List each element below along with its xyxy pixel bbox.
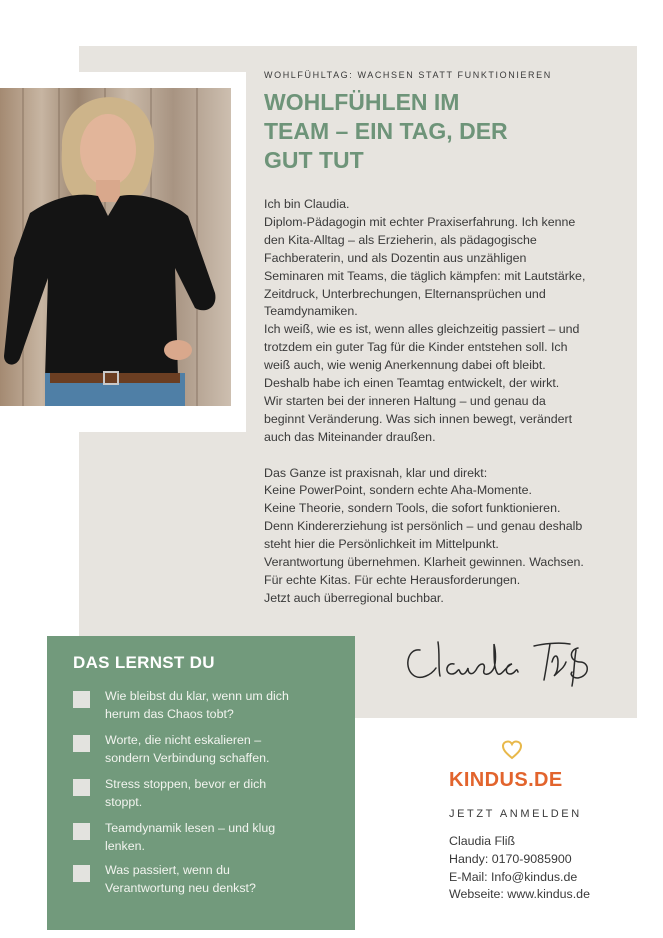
body-line: Ich bin Claudia. [264,197,350,211]
body-line: weiß auch, wie wenig Anerkennung dabei oft bleibt. [264,358,546,373]
title-line: GUT TUT [264,147,364,173]
body-line: Für echte Kitas. Für echte Herausforderungen. [264,573,521,588]
kicker: WOHLFÜHLTAG: WACHSEN STATT FUNKTIONIEREN [264,70,552,80]
title-line: WOHLFÜHLEN IM [264,89,460,115]
checkbox-icon [73,691,90,708]
contact-email: E-Mail: Info@kindus.de [449,869,578,884]
body-line: Jetzt auch überregional buchbar. [264,590,444,605]
body-line: Ich weiß, wie es ist, wenn alles gleichzeitig passiert – und [264,322,580,337]
body-line: Denn Kindererziehung ist persönlich – und genau deshalb [264,519,583,534]
paragraph-gap [264,447,634,465]
body-line: den Kita-Alltag – als Erzieherin, als pädagogische [264,232,537,247]
body-line: steht hier die Persönlichkeit im Mittelpunkt. [264,537,499,552]
checkbox-icon [73,823,90,840]
learn-item-line: Teamdynamik lesen – und klug [105,821,276,835]
learn-item-line: Stress stoppen, bevor er dich [105,777,267,791]
body-line: Keine Theorie, sondern Tools, die sofort funktionieren. [264,501,561,516]
portrait-photo [0,88,231,406]
body-line: Seminaren mit Teams, die täglich kämpfen: mit Lautstärke, [264,268,586,283]
contact-phone: Handy: 0170-9085900 [449,851,572,866]
body-line: beginnt Veränderung. Was sich innen bewegt, verändert [264,411,573,426]
body-line: auch das Miteinander draußen. [264,429,436,444]
learn-item-line: sondern Verbindung schaffen. [105,750,270,765]
body-line: Diplom-Pädagogin mit echter Praxiserfahrung. Ich kenne [264,214,576,229]
checkbox-icon [73,779,90,796]
checkbox-icon [73,735,90,752]
body-line: Zeitdruck, Unterbrechungen, Elternansprüchen und [264,286,546,301]
brand-name: KINDUS.DE [449,769,563,791]
body-line: trotzdem ein guter Tag für die Kinder entstehen soll. Ich [264,340,568,355]
body-line: Fachberaterin, und als Dozentin aus unzähligen [264,250,527,265]
body-line: Teamdynamiken. [264,304,358,319]
learn-item-line: Worte, die nicht eskalieren – [105,733,262,747]
page-title [264,88,594,175]
body-line: Verantwortung übernehmen. Klarheit gewinnen. Wachsen. [264,555,584,570]
learn-item-line: Wie bleibst du klar, wenn um dich [105,689,289,703]
checkbox-icon [73,865,90,882]
body-text [264,196,634,608]
contact-info [449,833,590,904]
body-line: Wir starten bei der inneren Haltung – und genau da [264,393,546,408]
learn-item-line: stoppt. [105,794,143,809]
body-line: Deshalb habe ich einen Teamtag entwickelt, der wirkt. [264,376,560,391]
contact-name: Claudia Fliß [449,834,516,848]
learn-item-line: Was passiert, wenn du [105,863,230,877]
signature [402,632,602,692]
learn-title: DAS LERNST DU [73,653,215,672]
body-line: Das Ganze ist praxisnah, klar und direkt: [264,465,488,480]
learn-item-line: herum das Chaos tobt? [105,706,234,721]
contact-website: Webseite: www.kindus.de [449,887,590,902]
heart-icon [501,739,523,761]
register-label: JETZT ANMELDEN [449,808,582,820]
learn-item-line: Verantwortung neu denkst? [105,880,256,895]
body-line: Keine PowerPoint, sondern echte Aha-Momente. [264,483,532,498]
learn-box [47,636,355,930]
title-line: TEAM – EIN TAG, DER [264,118,508,144]
portrait-figure [0,88,231,406]
learn-item-line: lenken. [105,838,145,853]
